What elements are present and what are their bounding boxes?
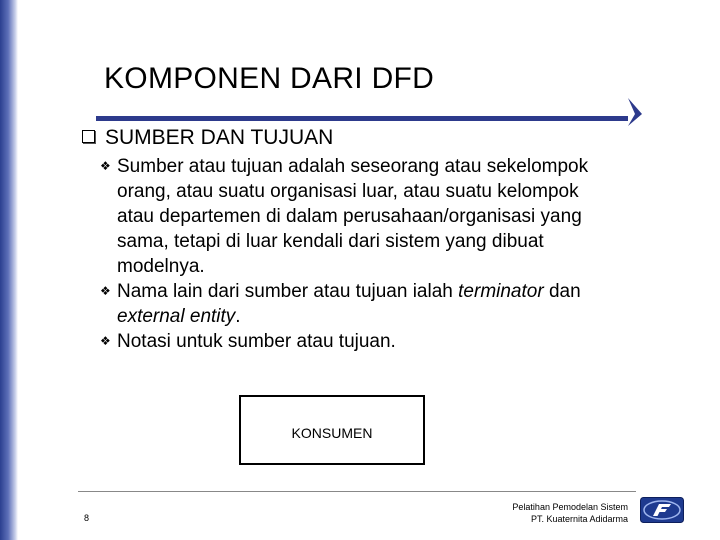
entity-box <box>239 395 425 465</box>
bullet-1-line-5: modelnya. <box>117 256 205 277</box>
bullet-2-suffix: dan <box>543 281 581 302</box>
page-number: 8 <box>84 513 90 523</box>
slide-title: KOMPONEN DARI DFD <box>104 62 435 95</box>
bullet-3-line-1: Notasi untuk sumber atau tujuan. <box>117 331 396 352</box>
bullet-1-line-2: orang, atau suatu organisasi luar, atau suatu kelompok <box>117 181 579 202</box>
diamond-bullet-icon: ❖ <box>100 334 111 348</box>
list-item <box>100 329 680 354</box>
list-item <box>100 154 680 279</box>
footer-line-1: Pelatihan Pemodelan Sistem <box>512 502 628 512</box>
hollow-square-icon <box>82 130 95 143</box>
bullet-2-end: . <box>235 306 241 327</box>
term-terminator: terminator <box>458 281 544 302</box>
diamond-bullet-icon: ❖ <box>100 159 111 173</box>
section-heading <box>82 126 333 150</box>
diamond-bullet-icon: ❖ <box>100 284 111 298</box>
bullet-1-line-4: sama, tetapi di luar kendali dari sistem yang dibuat <box>117 231 544 252</box>
bullet-2-line-2 <box>117 304 680 329</box>
term-external-entity: external entity <box>117 306 236 327</box>
footer-divider <box>78 491 636 492</box>
bullet-2-prefix: Nama lain dari sumber atau tujuan ialah <box>117 281 459 302</box>
list-item <box>100 279 680 329</box>
company-logo-icon <box>640 497 684 523</box>
bullet-1-line-1: Sumber atau tujuan adalah seseorang atau sekelompok <box>117 156 589 177</box>
footer-credit <box>512 501 628 525</box>
sidebar-gradient <box>0 0 18 540</box>
bullet-2-line-1 <box>117 279 680 304</box>
bullet-1-line-3: atau departemen di dalam perusahaan/organisasi yang <box>117 206 582 227</box>
footer-line-2: PT. Kuaternita Adidarma <box>530 514 628 524</box>
entity-box-label: KONSUMEN <box>291 425 373 441</box>
title-underline <box>96 116 628 121</box>
section-heading-label: SUMBER DAN TUJUAN <box>105 126 334 149</box>
bullet-list <box>100 154 680 354</box>
arrow-tip-icon <box>626 98 644 126</box>
